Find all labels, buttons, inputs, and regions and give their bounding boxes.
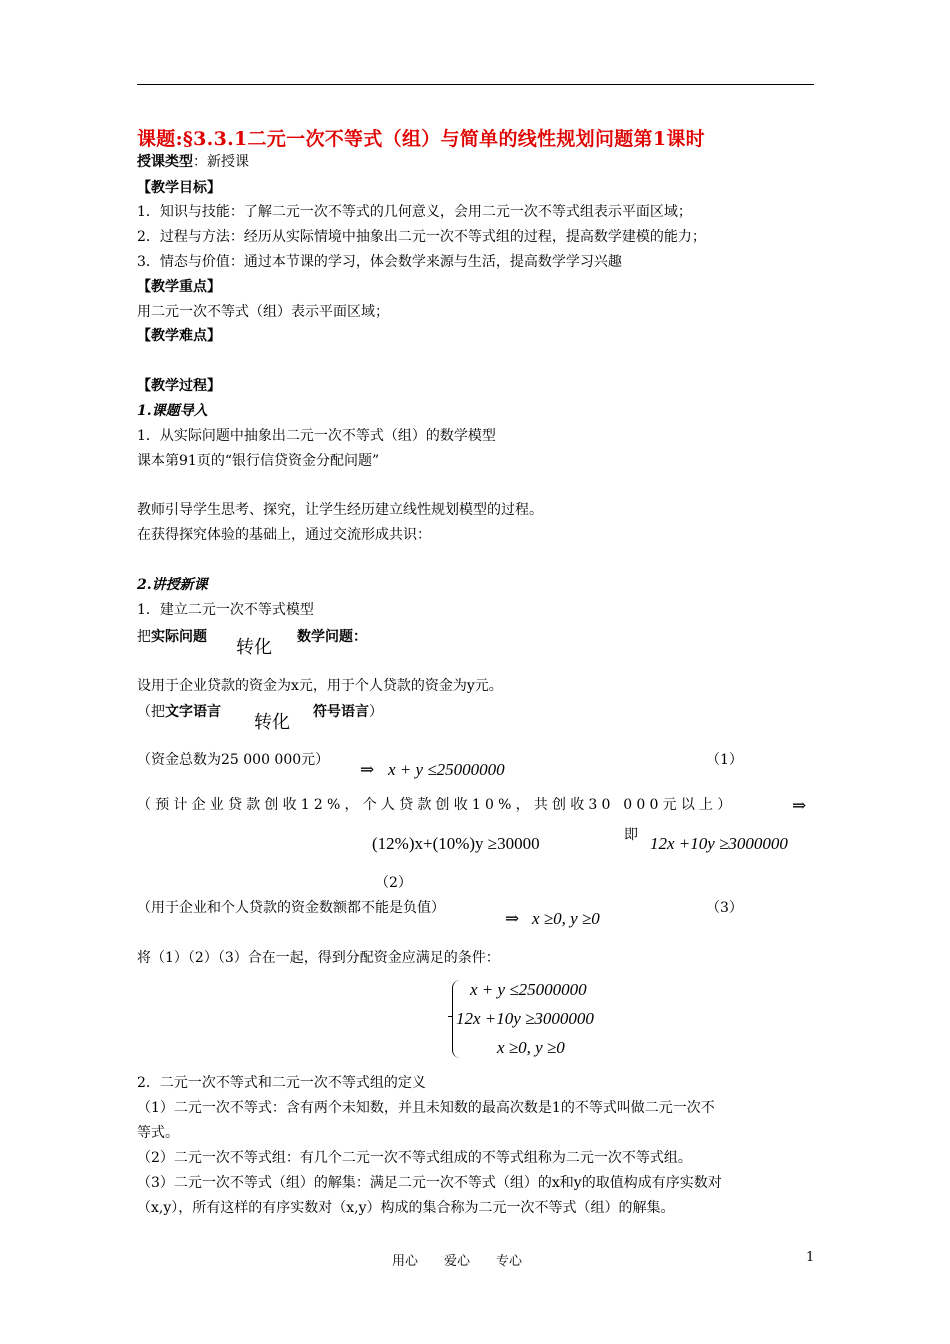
condition-2-ji: 即 [624,827,638,843]
condition-3-number: （3） [706,900,743,916]
lesson-title: 课题:§3.3.1二元一次不等式（组）与简单的线性规划问题第1课时 [137,128,705,150]
conversion-to: 数学问题： [297,629,367,645]
conversion-from: 文字语言 [165,704,221,720]
conversion-to-wrap [313,702,383,722]
conversion-from: 实际问题 [151,629,207,645]
definition-line: 等式。 [137,1125,179,1141]
section-new-heading: 2.讲授新课 [137,577,208,593]
condition-1-formula: x + y ≤25000000 [388,760,505,779]
conversion-prefix: 把 [137,629,151,645]
process-heading: 【教学过程】 [137,378,221,394]
goals-heading: 【教学目标】 [137,180,221,196]
conversion-word: 转化 [254,712,290,733]
definition-line: （3）二元一次不等式（组）的解集：满足二元一次不等式（组）的x和y的取值构成有序实数对 [137,1175,722,1191]
definition-line: （2）二元一次不等式组：有几个二元一次不等式组成的不等式组称为二元一次不等式组。 [137,1150,692,1166]
lesson-type-label: 授课类型 [137,154,193,170]
combine-text: 将（1）（2）（3）合在一起，得到分配资金应满足的条件： [137,950,500,966]
system-brace-tip [448,1016,453,1017]
section-intro-heading: 1.课题导入 [137,403,208,419]
conversion-line-2 [137,702,221,722]
goal-item: 3．情态与价值：通过本节课的学习，体会数学来源与生活，提高数学学习兴趣 [137,254,622,270]
conversion-prefix: （把 [137,704,165,720]
system-line: x + y ≤25000000 [470,980,587,999]
lesson-type-value: ：新授课 [193,154,249,170]
condition-1-number: （1） [706,752,743,768]
condition-2-text: （预计企业贷款创收12%，个人贷款创收10%，共创收30 000元以上） [137,797,736,813]
condition-2-number: （2） [375,875,412,891]
implies-arrow: ⇒ [792,796,807,815]
condition-2-formula: (12%)x+(10%)y ≥30000 [372,834,540,853]
page-number: 1 [806,1250,815,1265]
definition-heading: 2．二元一次不等式和二元一次不等式组的定义 [137,1075,426,1091]
lesson-type [137,152,249,172]
system-line: x ≥0, y ≥0 [497,1038,565,1057]
condition-3-formula: x ≥0, y ≥0 [532,909,600,928]
conversion-word: 转化 [236,637,272,658]
implies-arrow: ⇒ [360,760,375,779]
intro-line: 课本第91页的“银行信贷资金分配问题” [137,453,380,469]
difficulty-heading: 【教学难点】 [137,328,221,344]
conversion-line-1 [137,627,207,647]
goal-item: 1．知识与技能：了解二元一次不等式的几何意义，会用二元一次不等式组表示平面区域； [137,204,692,220]
definition-line: （x,y），所有这样的有序实数对（x,y）构成的集合称为二元一次不等式（组）的解集。 [137,1200,675,1216]
intro-line: 1．从实际问题中抽象出二元一次不等式（组）的数学模型 [137,428,496,444]
intro-line: 在获得探究体验的基础上，通过交流形成共识： [137,527,431,543]
conversion-suffix: ） [369,704,383,720]
condition-1-text: （资金总数为25 000 000元） [137,752,330,768]
system-line: 12x +10y ≥3000000 [456,1009,594,1028]
focus-text: 用二元一次不等式（组）表示平面区域； [137,304,389,320]
intro-line: 教师引导学生思考、探究，让学生经历建立线性规划模型的过程。 [137,502,543,518]
focus-heading: 【教学重点】 [137,279,221,295]
header-rule [137,84,814,85]
condition-2-formula-int: 12x +10y ≥3000000 [650,834,788,853]
condition-3-text: （用于企业和个人贷款的资金数额都不能是负值） [137,900,445,916]
footer-motto: 用心 爱心 专心 [392,1254,523,1269]
conversion-to: 符号语言 [313,704,369,720]
model-heading: 1．建立二元一次不等式模型 [137,602,314,618]
implies-arrow: ⇒ [505,909,520,928]
goal-item: 2．过程与方法：经历从实际情境中抽象出二元一次不等式组的过程，提高数学建模的能力； [137,229,706,245]
variable-definition: 设用于企业贷款的资金为x元，用于个人贷款的资金为y元。 [137,678,503,694]
definition-line: （1）二元一次不等式：含有两个未知数，并且未知数的最高次数是1的不等式叫做二元一次不 [137,1100,715,1116]
